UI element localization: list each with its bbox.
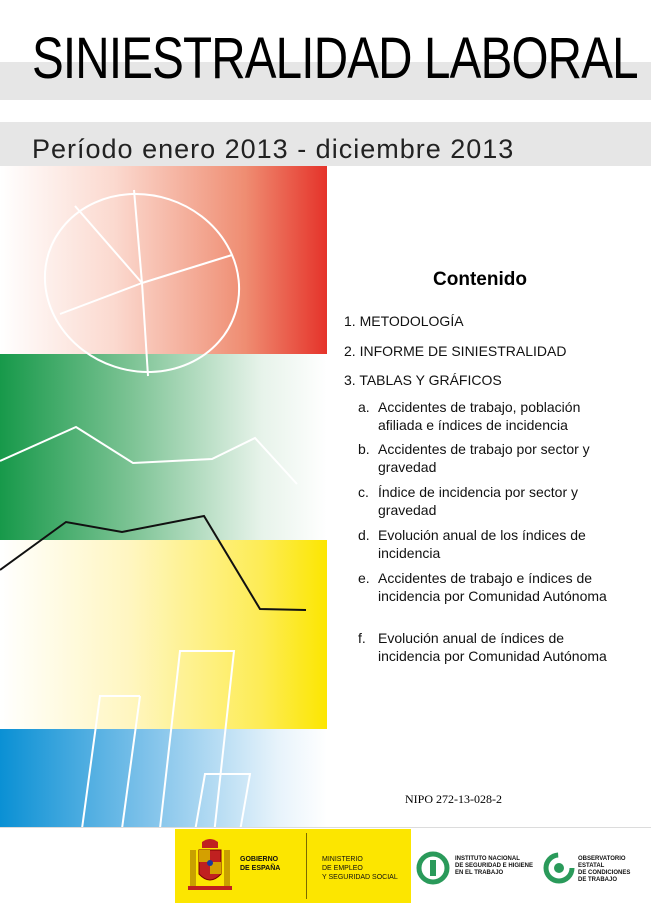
red-gradient-panel [0, 166, 327, 354]
yellow-gradient-panel [0, 540, 327, 729]
gobierno-de-espana-text [240, 855, 280, 873]
document-title: SINIESTRALIDAD LABORAL [32, 26, 638, 91]
toc-subitem-letter: e. [358, 570, 370, 586]
toc-item-tablas[interactable]: 3. TABLAS Y GRÁFICOS [344, 372, 502, 388]
observatorio-line: DE CONDICIONES [578, 870, 631, 876]
toc-subitem-letter: a. [358, 399, 370, 415]
toc-item-metodologia[interactable]: 1. METODOLOGÍA [344, 313, 464, 329]
toc-subitem-a[interactable] [358, 398, 628, 434]
observatorio-line: DE TRABAJO [578, 877, 618, 883]
insht-text [455, 856, 533, 877]
toc-subitem-letter: b. [358, 441, 370, 457]
ministerio-line: DE EMPLEO [322, 865, 363, 872]
toc-subitem-letter: f. [358, 630, 366, 646]
period-subtitle: Período enero 2013 - diciembre 2013 [32, 134, 515, 164]
logo-separator [306, 833, 307, 899]
insht-line: INSTITUTO NACIONAL [455, 856, 520, 862]
toc-subitem-letter: c. [358, 484, 369, 500]
toc-subitem-text: Evolución anual de índices de incidencia por Comunidad Autónoma [378, 630, 607, 664]
toc-subitem-f[interactable] [358, 629, 628, 665]
insht-logo-icon [416, 851, 450, 885]
spain-coat-of-arms-icon [188, 836, 232, 896]
ministerio-line: MINISTERIO [322, 856, 363, 863]
gobierno-line: GOBIERNO [240, 856, 279, 863]
toc-item-informe[interactable]: 2. INFORME DE SINIESTRALIDAD [344, 343, 567, 359]
toc-subitem-d[interactable] [358, 526, 628, 562]
nipo-code: NIPO 272-13-028-2 [405, 792, 502, 806]
insht-line: EN EL TRABAJO [455, 870, 504, 876]
toc-subitem-b[interactable] [358, 440, 628, 476]
toc-subitem-text: Accidentes de trabajo por sector y gravedad [378, 441, 590, 475]
toc-subitem-e[interactable] [358, 569, 628, 605]
toc-title: Contenido [433, 269, 527, 290]
green-gradient-panel [0, 354, 327, 540]
header-divider-band [0, 100, 651, 122]
ministerio-text [322, 855, 398, 882]
observatorio-line: OBSERVATORIO ESTATAL [578, 856, 626, 869]
insht-line: DE SEGURIDAD E HIGIENE [455, 863, 534, 869]
toc-subitem-text: Accidentes de trabajo e índices de incidencia por Comunidad Autónoma [378, 570, 607, 604]
observatorio-text [578, 856, 651, 884]
observatorio-logo-icon [542, 851, 576, 885]
toc-subitem-text: Evolución anual de los índices de incidencia [378, 527, 586, 561]
toc-subitem-letter: d. [358, 527, 370, 543]
decorative-charts-art [0, 166, 330, 917]
toc-subitem-c[interactable] [358, 483, 628, 519]
toc-subitem-text: Índice de incidencia por sector y gravedad [378, 484, 578, 518]
toc-subitem-text: Accidentes de trabajo, población afiliada e índices de incidencia [378, 399, 581, 433]
ministerio-line: Y SEGURIDAD SOCIAL [322, 874, 398, 881]
gobierno-line: DE ESPAÑA [240, 865, 281, 872]
